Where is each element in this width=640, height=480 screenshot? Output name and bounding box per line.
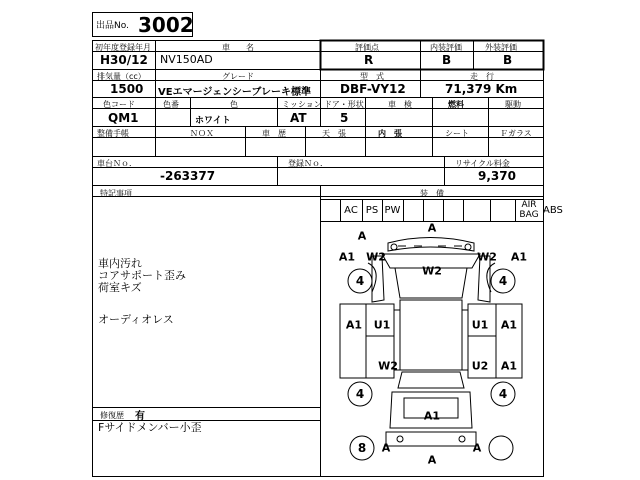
model-name-label: 車 名	[222, 43, 254, 52]
lot-number: 3002	[138, 13, 194, 37]
displacement-label: 排気量（cc）	[97, 72, 146, 81]
chassis-label: 車台Ｎｏ．	[97, 159, 137, 168]
roof-label: 天 張	[322, 129, 346, 138]
exterior-score-label: 外装評価	[485, 43, 517, 52]
damage-mark-spare-wheel: 8	[357, 441, 367, 455]
grade-label: グレード	[222, 72, 254, 81]
fuel-label: 燃料	[448, 100, 464, 109]
transmission-label: ミッション	[282, 100, 322, 109]
damage-mark-front-top: A	[427, 221, 437, 235]
recycle-value: 9,370	[478, 169, 516, 183]
remark-line: コアサポート歪み	[98, 269, 186, 282]
equipment-item: PW	[384, 205, 401, 216]
damage-mark-wheel-rl: 4	[355, 387, 365, 401]
damage-mark-windshield: W2	[422, 264, 442, 278]
damage-mark-front-right-fender: A1	[510, 250, 528, 264]
reg-no-label: 登録Ｎｏ．	[288, 159, 328, 168]
mileage-value: 71,379 Km	[445, 82, 518, 96]
damage-mark-front-left-fender: A1	[338, 250, 356, 264]
remark-line: 荷室キズ	[98, 281, 142, 294]
model-name-value: NV150AD	[160, 53, 213, 66]
remark-line: 車内汚れ	[98, 257, 142, 270]
equipment-item: ABS	[543, 205, 563, 216]
grade-value: VEエマージェンシーブレーキ標準	[158, 87, 312, 98]
damage-mark-rear-left-a: A	[381, 441, 391, 455]
color-code-label: 色コード	[103, 100, 135, 109]
score-label: 評価点	[355, 43, 379, 52]
damage-mark-right-door-u1: U1	[471, 318, 489, 332]
damage-mark-wheel-rr: 4	[498, 387, 508, 401]
mileage-label: 走 行	[470, 72, 494, 81]
score-value: R	[364, 53, 374, 67]
equipment-label: 装 備	[420, 189, 444, 198]
chassis-value: -263377	[160, 169, 216, 183]
damage-mark-front-bumper: A	[357, 229, 367, 243]
damage-mark-left-door-u1: U1	[373, 318, 391, 332]
notes-label: 特記事項	[100, 189, 132, 198]
nox-label: ＮＯＸ	[190, 129, 214, 138]
history-label: 車 歴	[262, 129, 286, 138]
reg-year-value: H30/12	[100, 53, 148, 67]
damage-mark-front-left-w2: W2	[366, 250, 386, 264]
inspection-label: 車 検	[388, 100, 412, 109]
model-code-label: 型 式	[360, 72, 384, 81]
damage-mark-rear-right-a: A	[472, 441, 482, 455]
damage-mark-rear-door: A1	[423, 409, 441, 423]
damage-mark-front-right-w2: W2	[477, 250, 497, 264]
damage-mark-right-rear-a1: A1	[500, 359, 518, 373]
glass-label: Ｆガラス	[500, 129, 532, 138]
color-code-value: QM1	[108, 111, 139, 125]
equipment-item: AIR BAG	[519, 200, 539, 220]
damage-mark-left-door-a1: A1	[345, 318, 363, 332]
damage-mark-rear-window: W2	[378, 359, 398, 373]
interior-label: 内 張	[378, 129, 402, 138]
equipment-item: AC	[344, 205, 358, 216]
exterior-score-value: B	[503, 53, 513, 67]
doors-label: ドア・形状	[324, 100, 364, 109]
equipment-item: PS	[365, 205, 379, 216]
damage-mark-right-door-a1: A1	[500, 318, 518, 332]
interior-score-value: B	[442, 53, 452, 67]
manual-label: 整備手帳	[97, 129, 129, 138]
remark-line: オーディオレス	[98, 313, 174, 326]
reg-year-label: 初年度登録年月	[95, 43, 151, 52]
damage-mark-right-rear-u2: U2	[471, 359, 489, 373]
damage-mark-wheel-fr: 4	[498, 274, 508, 288]
color-no-label: 色番	[163, 100, 179, 109]
recycle-label: リサイクル料金	[455, 159, 510, 168]
damage-mark-rear-bumper: A	[427, 453, 437, 467]
doors-value: 5	[340, 111, 349, 125]
repair-note: Fサイドメンバー小歪	[98, 421, 202, 434]
drive-label: 駆動	[505, 100, 521, 109]
model-code-value: DBF-VY12	[340, 82, 406, 96]
transmission-value: AT	[290, 111, 307, 125]
color-value: ホワイト	[195, 116, 231, 126]
repair-value: 有	[135, 411, 145, 422]
seat-label: シート	[445, 129, 469, 138]
interior-score-label: 内装評価	[430, 43, 462, 52]
displacement-value: 1500	[110, 82, 144, 96]
damage-mark-wheel-fl: 4	[355, 274, 365, 288]
color-label: 色	[230, 100, 238, 109]
repair-label: 修復歴	[100, 411, 124, 420]
lot-label: 出品No.	[96, 21, 129, 31]
